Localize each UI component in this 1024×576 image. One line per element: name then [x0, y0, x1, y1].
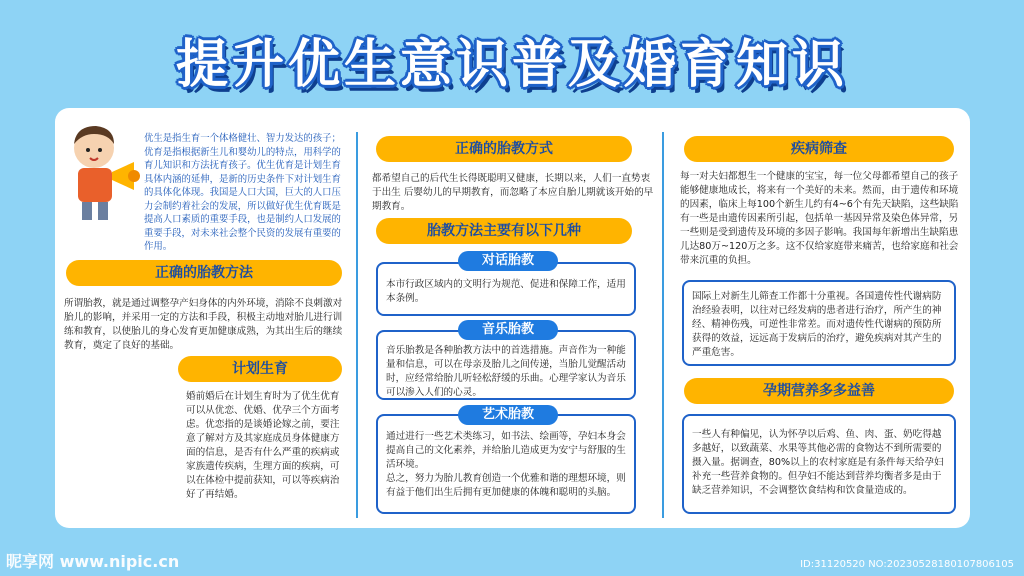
heading-pregnancy-nutrition: 孕期营养多多益善 — [684, 378, 954, 404]
intro-text: 优生是指生育一个体格健壮、智力发达的孩子；优育是指根据新生儿和婴幼儿的特点，用科学的育儿知识和方法抚育孩子。优生优育是计划生育具体内涵的延伸，是新的历史条件下对计划生育的具体化体现。我国是人口大国，巨大的人口压力会制约着社会的发展，所以做好优生优育既是提高人口素质的重要手段，也是制约人口发展的重要手段，对未来社会整个民资的发展有重要的作用。 — [144, 133, 341, 252]
heading-prenatal-methods: 胎教方法主要有以下几种 — [376, 218, 632, 244]
dialogue-text: 本市行政区域内的文明行为规范、促进和保障工作，适用本条例。 — [386, 279, 626, 304]
column-divider-right — [662, 132, 664, 518]
box-music — [376, 330, 636, 400]
subheading-art: 艺术胎教 — [458, 405, 558, 425]
subheading-music: 音乐胎教 — [458, 320, 558, 340]
box-art — [376, 414, 636, 514]
box-nutrition — [682, 414, 956, 514]
heading-disease-screening: 疾病筛查 — [684, 136, 954, 162]
page-title: 提升优生意识普及婚育知识 — [175, 35, 848, 95]
watermark-id: ID:31120520 NO:20230528180107806105 — [800, 559, 1014, 570]
boy-megaphone-illustration — [64, 120, 142, 224]
prenatal-way-text: 都希望自己的后代生长得既聪明又健康，长期以来，人们一直势衷于出生 后婴幼儿的早期教育，而忽略了本应自胎儿期就该开始的早期教育。 — [372, 173, 654, 212]
music-text: 音乐胎教是各种胎教方法中的首选措施。声音作为一种能量和信息，可以在母亲及胎儿之间传递，当胎儿觉醒活动时，应经常给胎儿听轻松舒缓的乐曲。心理学家认为音乐可以渗入人们的心灵。 — [386, 345, 626, 398]
subheading-dialogue: 对话胎教 — [458, 251, 558, 271]
watermark-site: 昵享网 www.nipic.cn — [6, 552, 180, 571]
heading-family-planning: 计划生育 — [178, 356, 342, 382]
box-newborn-screening — [682, 280, 956, 366]
disease-screening-text: 每一对夫妇都想生一个健康的宝宝，每一位父母都希望自己的孩子能够健康地成长，将来有一个美好的未来。然而，由于遗传和环境的因素，临床上每100个新生儿约有4~6个有先天缺陷，这些缺陷有一些是由遗传因素所引起，包括单一基因异常及染色体异常，另一些则是受到遗传及环境的多因子影响。我国每年新增出生缺陷患儿达80万~120万之多。这不仅给家庭带来痛苦，也给家庭和社会带来沉重的负担。 — [680, 171, 959, 266]
heading-correct-prenatal-way: 正确的胎教方式 — [376, 136, 632, 162]
prenatal-method-text: 所谓胎教，就是通过调整孕产妇身体的内外环境，消除不良刺激对胎儿的影响，并采用一定的方法和手段，积极主动地对胎儿进行训练和教育，以使胎儿的身心发育更加健康成熟，为其出生后的继续教育，奠定了良好的基础。 — [64, 298, 343, 351]
column-divider-left — [356, 132, 358, 518]
family-planning-text: 婚前婚后在计划生育时为了优生优育可以从优恋、优婚、优孕三个方面考虑。优恋指的是谈婚论嫁之前，要注意了解对方及其家庭成员身体健康方面的信息，是否有什么严重的疾病或家族遗传疾病，生理方面的疾病，可以在体检中提前获知，可以等疾病治好了再结婚。 — [186, 391, 340, 500]
art-text: 通过进行一些艺术类练习，如书法、绘画等，孕妇本身会提高自己的文化素养，并给胎儿造成更为安宁与舒服的生活环境。 总之，努力为胎儿教育创造一个优雅和谐的理想环境，则有益于他们出生后拥有更加健康的体魄和聪明的头脑。 — [386, 431, 626, 498]
newborn-screening-text: 国际上对新生儿筛查工作都十分重视。各国遗传性代谢病防治经验表明，以往对已经发病的患者进行治疗，所产生的神经、精神伤残，可逆性非常差。而对遗传性代谢病的预防所获得的效益，远远高于发病后的治疗，避免疾病对其产生的严重危害。 — [692, 291, 942, 358]
nutrition-text: 一些人有种偏见，认为怀孕以后鸡、鱼、肉、蛋、奶吃得越多越好，以致蔬菜、水果等其他必需的食物达不到所需要的摄入量。据调查，80%以上的农村家庭是有条件每天给孕妇补充一些营养食物的。但孕妇不能达到营养均衡者多是由于缺乏营养知识，不会调整饮食结构和饮食量造成的。 — [692, 429, 944, 496]
heading-correct-prenatal-method: 正确的胎教方法 — [66, 260, 342, 286]
